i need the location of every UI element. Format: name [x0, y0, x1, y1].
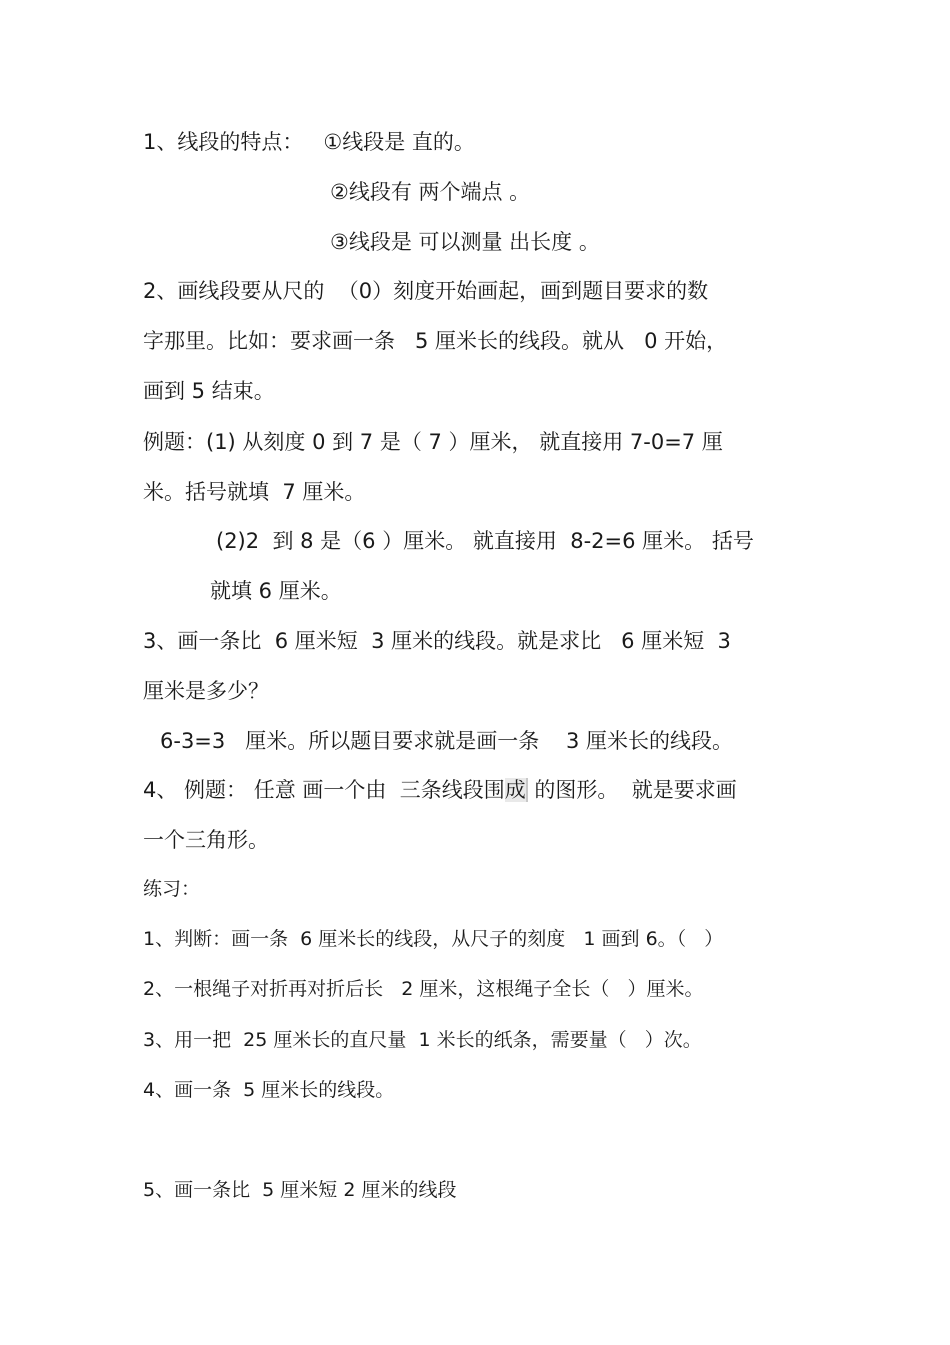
point-2-line-2: 字那里。比如：要求画一条 5 厘米长的线段。就从 0 开始， [143, 329, 728, 353]
practice-question-1: 1、判断：画一条 6 厘米长的线段，从尺子的刻度 1 画到 6。（ ） [143, 928, 724, 950]
point-1-features: 1、线段的特点： ①线段是 直的。 [143, 130, 475, 154]
practice-question-3: 3、用一把 25 厘米长的直尺量 1 米长的纸条，需要量（ ）次。 [143, 1029, 702, 1051]
example-1-line-1: 例题：(1) 从刻度 0 到 7 是（ 7 ）厘米， 就直接用 7-0=7 厘 [143, 430, 723, 454]
point-2-line-3: 画到 5 结束。 [143, 379, 275, 403]
example-1-line-2: 米。括号就填 7 厘米。 [143, 480, 366, 504]
example-2-line-2: 就填 6 厘米。 [210, 579, 342, 603]
highlighted-char: 成 [504, 778, 526, 802]
practice-question-2: 2、一根绳子对折再对折后长 2 厘米，这根绳子全长（ ）厘米。 [143, 978, 704, 1000]
practice-question-5: 5、画一条比 5 厘米短 2 厘米的线段 [143, 1179, 457, 1201]
point-3-line-3: 6-3=3 厘米。所以题目要求就是画一条 3 厘米长的线段。 [160, 729, 734, 753]
practice-question-4: 4、画一条 5 厘米长的线段。 [143, 1079, 395, 1101]
point-3-line-2: 厘米是多少？ [143, 679, 269, 703]
feature-2: ②线段有 两个端点 。 [330, 180, 531, 204]
point-2-line-1: 2、画线段要从尺的 （0）刻度开始画起，画到题目要求的数 [143, 279, 709, 303]
feature-3: ③线段是 可以测量 出长度 。 [330, 230, 600, 254]
practice-heading: 练习： [143, 878, 201, 900]
point-4-text-c: 的图形。 就是要求画 [527, 778, 737, 802]
example-2-line-1: (2)2 到 8 是（6 ）厘米。 就直接用 8-2=6 厘米。 括号 [216, 529, 754, 553]
point-3-line-1: 3、画一条比 6 厘米短 3 厘米的线段。就是求比 6 厘米短 3 [143, 629, 731, 653]
point-4-line-2: 一个三角形。 [143, 828, 269, 852]
point-4-line-1 [143, 780, 737, 801]
point-4-text-a: 4、 例题： 任意 画一个由 三条线段围 [143, 778, 505, 802]
